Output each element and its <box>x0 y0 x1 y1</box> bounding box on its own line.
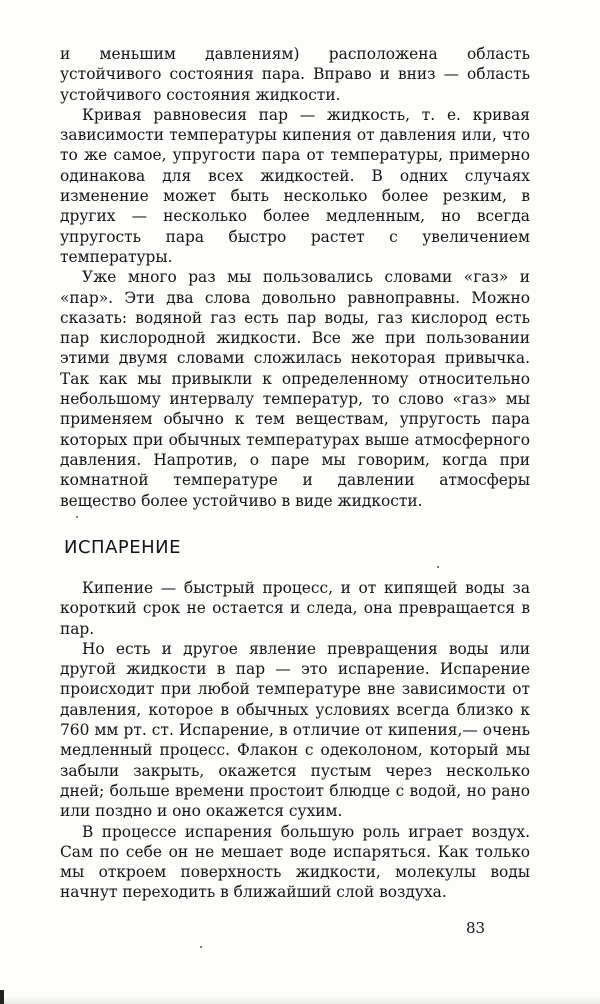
paragraph-gas-and-vapor: Уже много раз мы пользовались словами «газ» и «пар». Эти два слова довольно равноправны. Можно сказать: водяной газ есть пар воды, газ кислород есть пар кислородной жидкости. Все же при пользовании этими двумя словами сложилась некоторая привычка. Так как мы привыкли к определенному относительно небольшому интервалу температур, то слово «газ» мы применяем обычно к тем веществам, упругость пара которых при обычных температурах выше атмосферного давления. Напротив, о паре мы говорим, когда при комнатной температуре и давлении атмосферы вещество более устойчиво в виде жидкости. <box>60 268 530 510</box>
top-text-block <box>60 44 530 511</box>
paragraph-boiling: Кипение — быстрый процесс, и от кипящей воды за короткий срок не остается и следа, она превращается в пар. <box>60 579 530 638</box>
paragraph-air-role: В процессе испарения большую роль играет воздух. Сам по себе он не мешает воде испаряться. Как только мы откроем поверхность жидкости, молекулы воды начнут переходить в ближайший слой воздуха. <box>60 822 530 902</box>
scan-speck <box>76 516 78 518</box>
paragraph-equilibrium-curve: Кривая равновесия пар — жидкость, т. е. кривая зависимости температуры кипения от давления или, что то же самое, упругости пара от температуры, примерно одинакова для всех жидкостей. В одних случаях изменение может быть несколько более резким, в других — несколько более медленным, но всегда упругость пара быстро растет с увеличением температуры. <box>60 105 530 266</box>
scan-speck <box>437 566 439 568</box>
page-number: 83 <box>466 919 486 937</box>
scan-left-edge <box>0 990 4 1004</box>
section-heading: ИСПАРЕНИЕ <box>64 537 181 558</box>
scan-bottom-edge <box>0 996 600 1004</box>
paragraph-evaporation: Но есть и другое явление превращения воды или другой жидкости в пар — это испарение. Испарение происходит при любой температуре вне зависимости от давления, которое в обычных условиях всегда близко к 760 мм рт. ст. Испарение, в отличие от кипения,— очень медленный процесс. Флакон с одеколоном, который мы забыли закрыть, окажется пустым через несколько дней; больше времени простоит блюдце с водой, но рано или поздно и оно окажется сухим. <box>60 639 530 821</box>
scan-speck <box>200 946 202 948</box>
paragraph-continued: и меньшим давлениям) расположена область устойчивого состояния пара. Вправо и вниз — область устойчивого состояния жидкости. <box>60 45 530 104</box>
bottom-text-block <box>60 578 530 903</box>
